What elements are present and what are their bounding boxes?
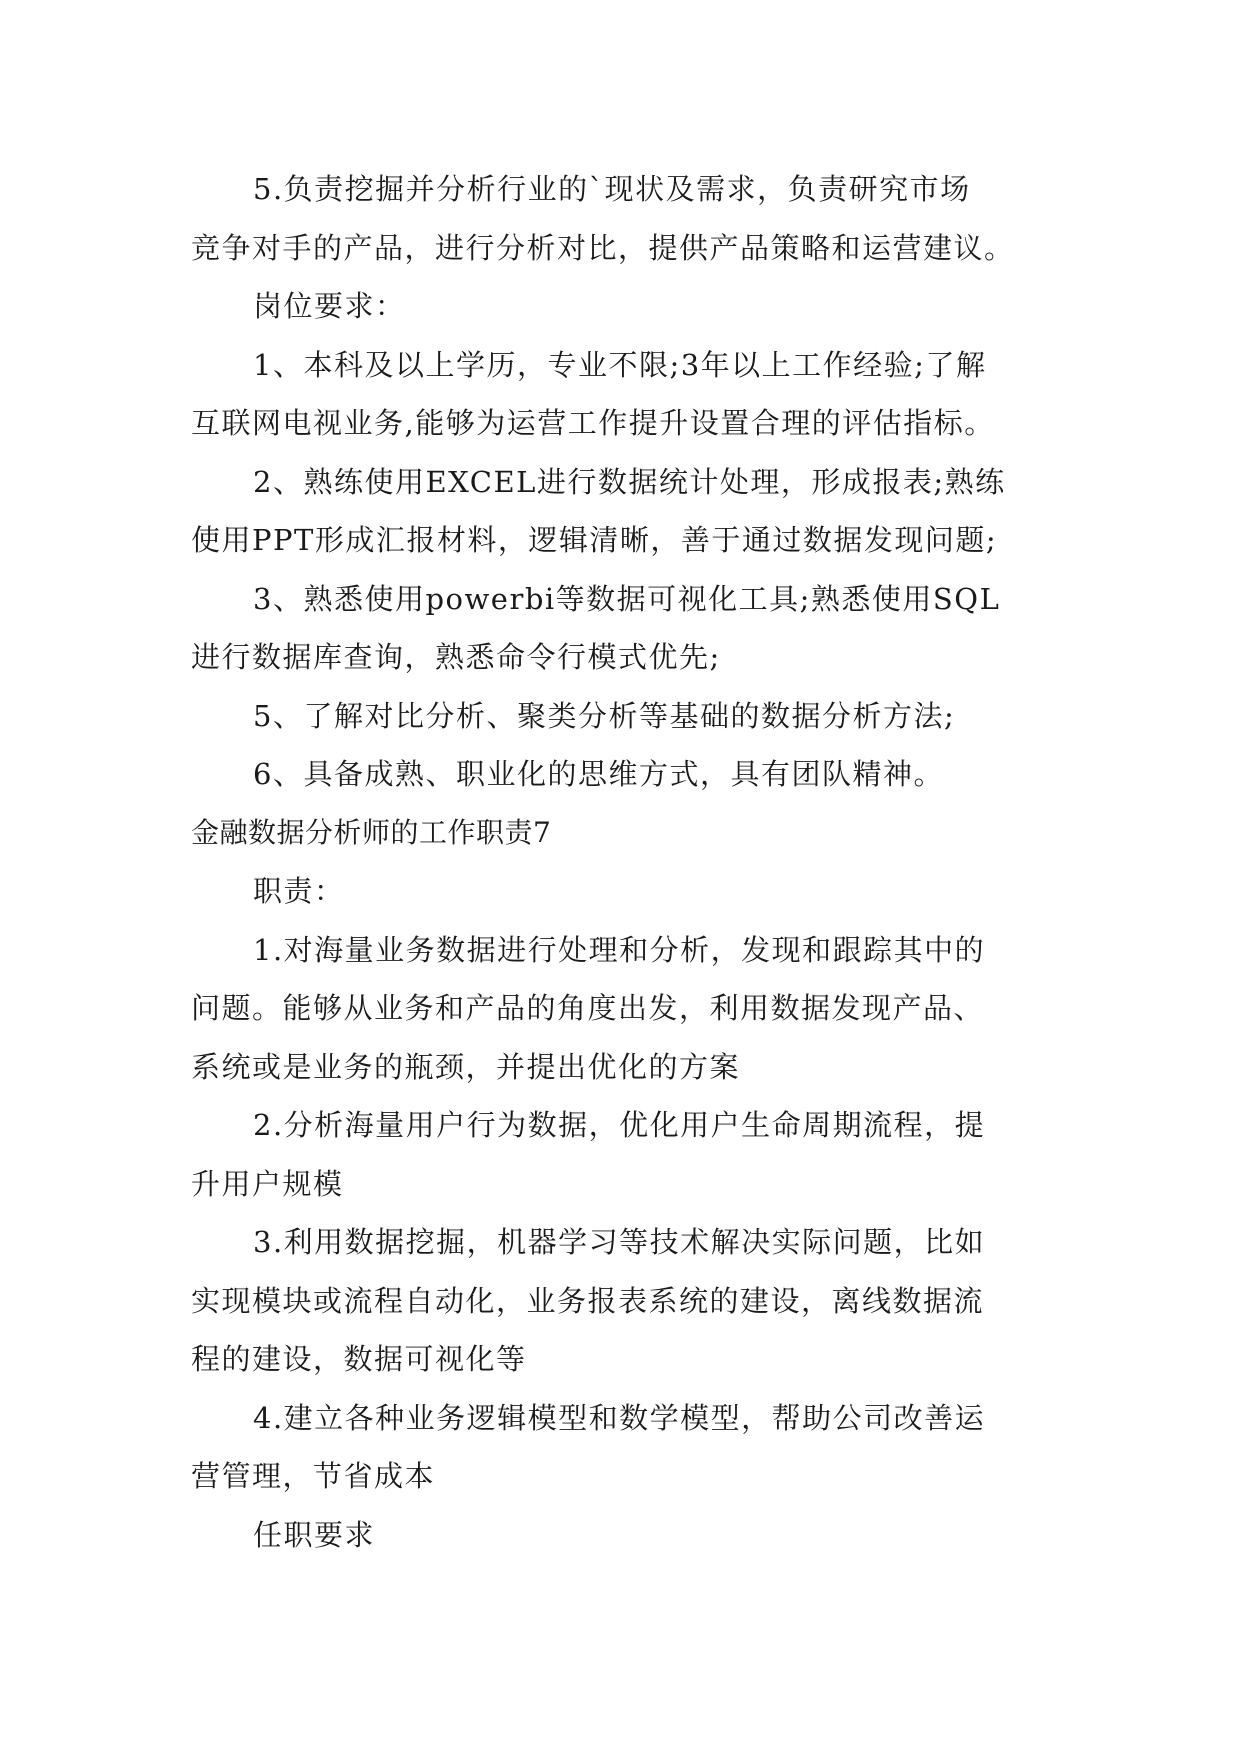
paragraph-line: 4.建立各种业务逻辑模型和数学模型，帮助公司改善运 bbox=[253, 1400, 986, 1435]
document-body bbox=[191, 160, 1051, 1564]
paragraph-line: 进行数据库查询，熟悉命令行模式优先; bbox=[191, 640, 721, 674]
paragraph-line: 实现模块或流程自动化，业务报表系统的建设，离线数据流 bbox=[191, 1283, 985, 1318]
paragraph-line: 使用PPT形成汇报材料，逻辑清晰，善于通过数据发现问题; bbox=[191, 523, 998, 557]
section-label: 岗位要求： bbox=[253, 289, 406, 323]
paragraph-line: 营管理，节省成本 bbox=[191, 1459, 436, 1493]
paragraph-line: 程的建设，数据可视化等 bbox=[191, 1342, 527, 1376]
section-label: 职责： bbox=[253, 874, 345, 908]
paragraph-line: 互联网电视业务,能够为运营工作提升设置合理的评估指标。 bbox=[191, 406, 995, 440]
paragraph-line: 6、具备成熟、职业化的思维方式，具有团队精神。 bbox=[253, 757, 944, 791]
paragraph-line: 问题。能够从业务和产品的角度出发，利用数据发现产品、 bbox=[191, 991, 985, 1025]
paragraph-line: 1.对海量业务数据进行处理和分析，发现和跟踪其中的 bbox=[253, 932, 986, 967]
paragraph-line: 2.分析海量用户行为数据，优化用户生命周期流程，提 bbox=[253, 1108, 986, 1142]
paragraph-line: 系统或是业务的瓶颈，并提出优化的方案 bbox=[191, 1049, 741, 1084]
paragraph-line: 5.负责挖掘并分析行业的`现状及需求，负责研究市场 bbox=[253, 172, 971, 206]
paragraph-line: 5、了解对比分析、聚类分析等基础的数据分析方法; bbox=[253, 698, 956, 733]
paragraph-line: 2、熟练使用EXCEL进行数据统计处理，形成报表;熟练 bbox=[253, 464, 1006, 499]
section-heading: 金融数据分析师的工作职责7 bbox=[191, 815, 552, 849]
paragraph-line: 3、熟悉使用powerbi等数据可视化工具;熟悉使用SQL bbox=[253, 581, 1001, 616]
paragraph-line: 升用户规模 bbox=[191, 1166, 344, 1201]
paragraph-line: 1、本科及以上学历，专业不限;3年以上工作经验;了解 bbox=[253, 347, 987, 382]
paragraph-line: 3.利用数据挖掘，机器学习等技术解决实际问题，比如 bbox=[253, 1225, 986, 1259]
section-label: 任职要求 bbox=[253, 1517, 376, 1552]
paragraph-line: 竞争对手的产品，进行分析对比，提供产品策略和运营建议。 bbox=[191, 230, 1015, 265]
